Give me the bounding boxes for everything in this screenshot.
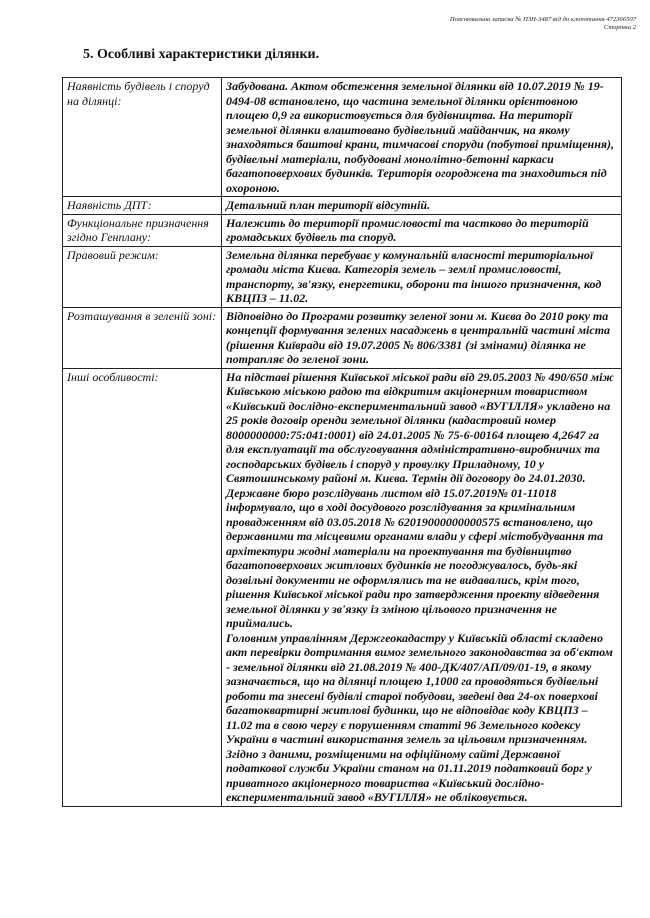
row-value-legal-regime: Земельна ділянка перебуває у комунальній власності територіальної громади міста Києва. Категорія земель – землі промисловості, транспорту, зв'язку, енергетики, оборони та іншого призначення, код КВЦПЗ – 11.02.	[222, 246, 622, 307]
row-label-green-zone: Розташування в зеленій зоні:	[63, 307, 222, 368]
table-row	[63, 78, 622, 197]
table-row	[63, 307, 622, 368]
section-title: 5. Особливі характеристики ділянки.	[83, 47, 320, 62]
header-line-1: Пояснювальна записка № ПЗН-3487 від до клопотання 472366507	[449, 16, 636, 23]
row-label-legal-regime: Правовий режим:	[63, 246, 222, 307]
other-paragraph-lease: На підставі рішення Київської міської ради від 29.05.2003 № 490/650 між Київською міською радою та відкритим акціонерним товариством «Київський дослідно-експериментальний завод «ВУГІЛЛЯ» укладено на 25 років договір оренди земельної ділянки (кадастровий номер 8000000000:75:041:0001) від 24.01.2005 № 75-6-00164 площею 4,2647 га для експлуатації та обслуговування адміністративно-виробничих та господарських будівель і споруд у провулку Приладному, 10 у Святошинському районі м. Києва. Термін дії договору до 24.01.2030.	[226, 369, 614, 485]
row-value-function: Належить до території промисловості та частково до територій громадських будівель та споруд.	[222, 214, 622, 246]
other-paragraph-tax: Згідно з даними, розміщеними на офіційному сайті Державної податкової служби України станом на 01.11.2019 податковий борг у приватного акціонерного товариства «Київський дослідно-експериментальний завод «ВУГІЛЛЯ» не обліковується.	[226, 746, 592, 804]
row-value-other	[222, 368, 622, 806]
header-line-2: Сторінка 2	[603, 24, 636, 31]
row-value-buildings: Забудована. Актом обстеження земельної ділянки від 10.07.2019 № 19-0494-08 встановлено, що частина земельної ділянки орієнтовною площею 0,9 га використовується для будівництва. На території земельної ділянки влаштовано будівельний майданчик, на якому знаходяться баштові крани, тимчасові споруди (побутові приміщення), будівельні матеріали, побудовані монолітно-бетонні каркаси багатоповерхових будинків. Територія огороджена та знаходиться під охороною.	[222, 78, 622, 197]
page-header-note	[316, 16, 636, 32]
row-value-dpt: Детальний план території відсутній.	[222, 197, 622, 215]
other-paragraph-inspection: Головним управлінням Держгеокадастру у Київській області складено акт перевірки дотримання вимог земельного законодавства за об'єктом - земельної ділянки від 21.08.2019 № 400-ДК/407/АП/09/01-19, в якому зазначається, що на ділянці площею 1,1000 га проводяться будівельні роботи та знесені будівлі старої побудови, зведені два 24-ох поверхові багатоквартирні житлові будинки, що не відповідає коду КВЦПЗ – 11.02 та в свою чергу є порушенням статті 96 Земельного кодексу України в частині використання земель за цільовим призначенням.	[226, 630, 613, 746]
row-label-other: Інші особливості:	[63, 368, 222, 806]
table-row	[63, 368, 622, 806]
row-label-buildings: Наявність будівель і споруд на ділянці:	[63, 78, 222, 197]
table-row	[63, 214, 622, 246]
table-row	[63, 197, 622, 215]
other-paragraph-investigation: Державне бюро розслідувань листом від 15.07.2019№ 01-11018 інформувало, що в ході досудового розслідування за кримінальним провадженням від 03.05.2018 № 62019000000000575 встановлено, що державними та місцевими органами влади у сфері містобудування та архітектури жодні матеріали на проектування та будівництво багатоповерхових житлових будинків не погоджувалось, будь-які дозвільні документи не оформлялись та не видавались, крім того, рішення Київської міської ради про затвердження проекту відведення земельної ділянки у зв'язку із зміною цільового призначення не приймались.	[226, 485, 604, 630]
characteristics-table	[62, 77, 622, 807]
row-value-green-zone: Відповідно до Програми розвитку зеленої зони м. Києва до 2010 року та концепції формування зелених насаджень в центральній частині міста (рішення Київради від 19.07.2005 № 806/3381 (зі змінами) ділянка не потрапляє до зеленої зони.	[222, 307, 622, 368]
row-label-function: Функціональне призначення згідно Генплану:	[63, 214, 222, 246]
row-label-dpt: Наявність ДПТ:	[63, 197, 222, 215]
table-row	[63, 246, 622, 307]
